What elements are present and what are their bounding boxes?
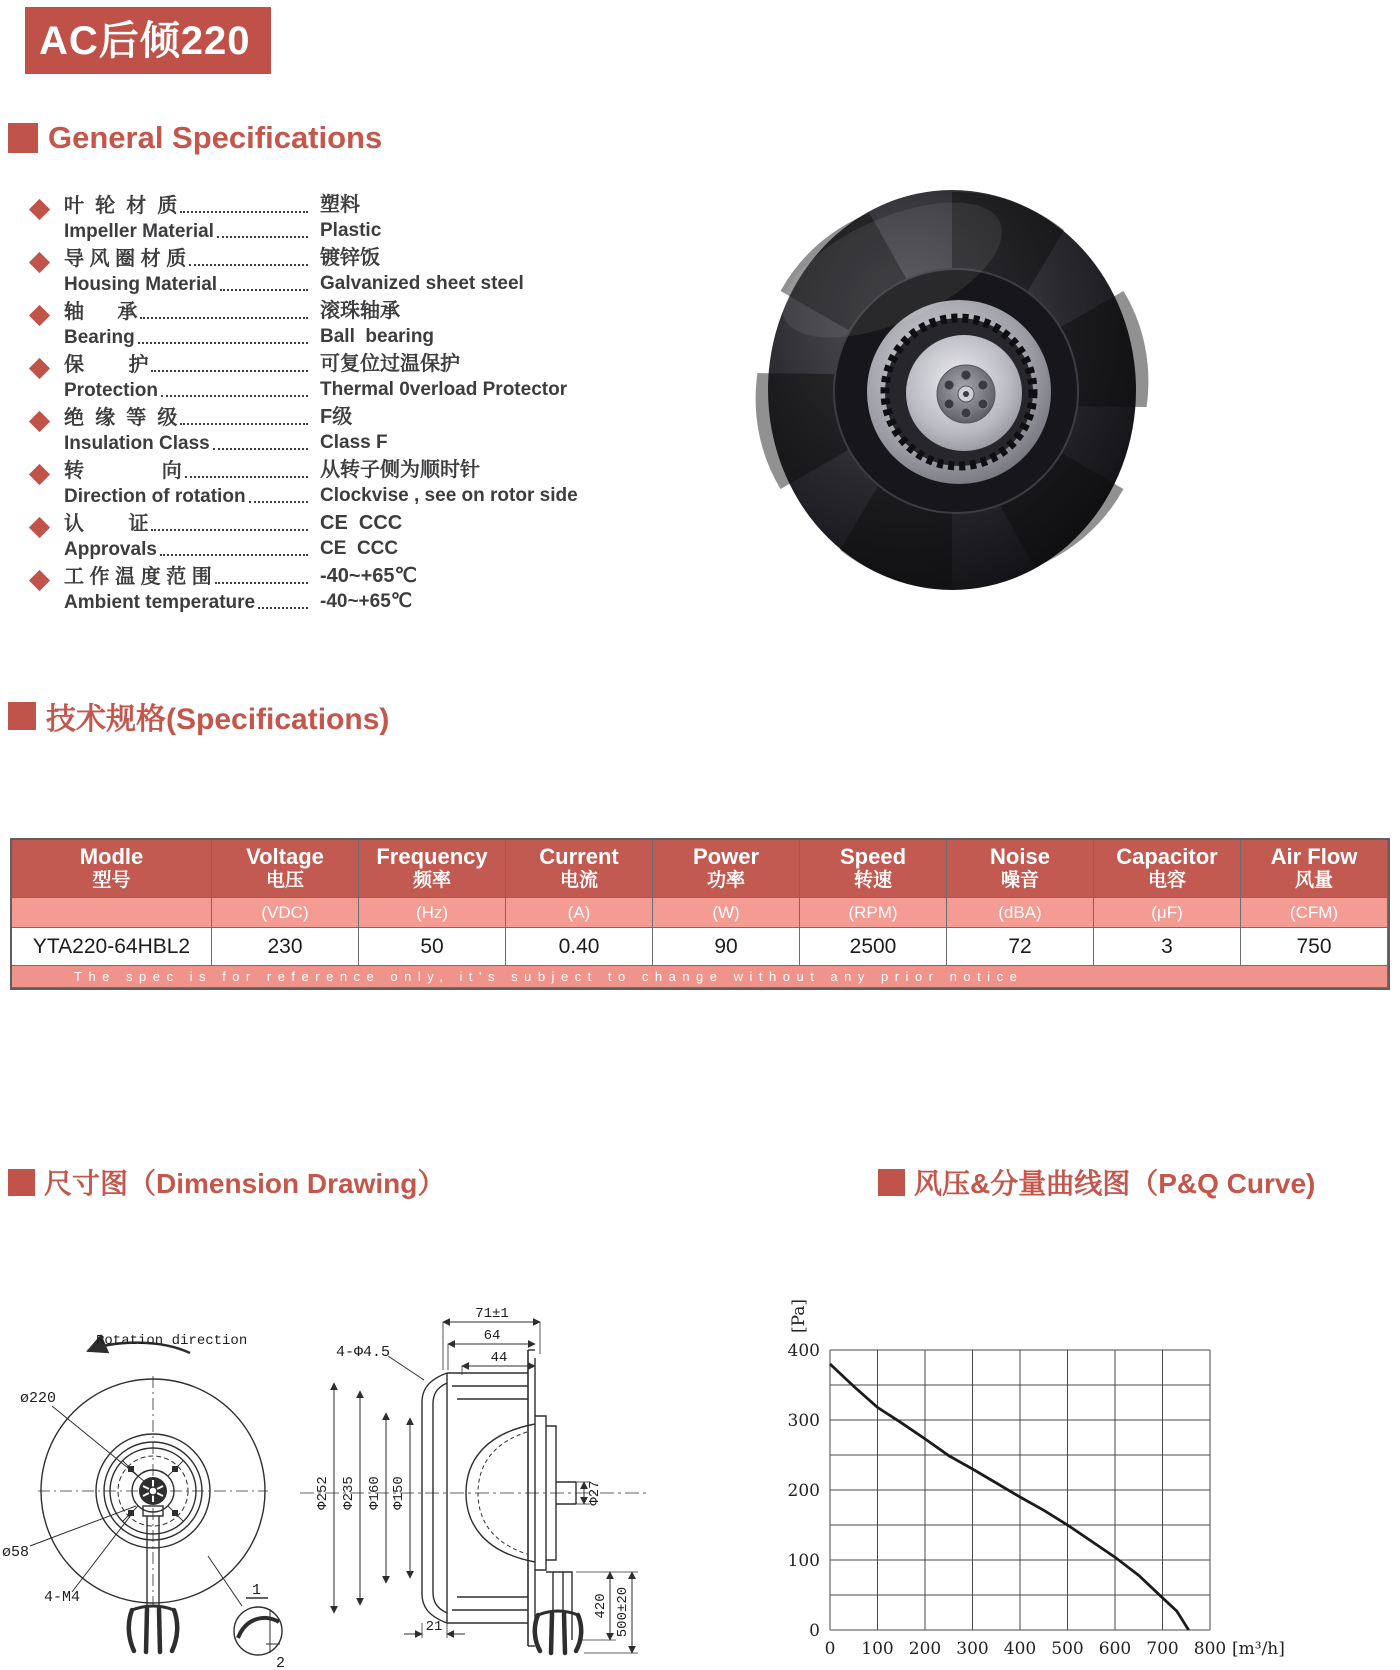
shaft-dot [963, 391, 969, 397]
section-header-general [8, 120, 382, 156]
spec-item [26, 352, 626, 402]
dim-label-d235: Φ235 [341, 1476, 357, 1510]
x-tick-label: 600 [1098, 1639, 1132, 1659]
y-tick-label: 400 [787, 1341, 820, 1361]
x-tick-label: 200 [908, 1639, 942, 1659]
x-tick-label: 500 [1051, 1639, 1084, 1659]
spec-label-en: Approvals [64, 539, 316, 561]
chart-series [830, 1364, 1189, 1630]
table-data-cell: 90 [653, 928, 800, 966]
spec-value-en: Ball bearing [320, 326, 435, 347]
page-title-badge: AC后倾220 [25, 7, 271, 74]
chart-ticks [788, 1341, 1227, 1659]
diamond-bullet-icon [29, 516, 50, 537]
section-square-icon [8, 1169, 35, 1196]
front-view [30, 1343, 282, 1655]
spec-label-en: Protection [64, 380, 316, 402]
y-tick-label: 200 [787, 1481, 820, 1501]
spec-item [26, 405, 626, 455]
spec-label-en: Ambient temperature [64, 592, 316, 614]
table-note: The spec is for reference only, it's subject to change without any prior notice [12, 966, 1388, 988]
spec-label-zh: 轴 承 [64, 295, 316, 324]
table-unit-cell: (VDC) [212, 898, 359, 928]
spec-label-zh: 叶 轮 材 质 [64, 189, 316, 218]
spec-value-en: CE CCC [320, 538, 399, 559]
spec-item [26, 246, 626, 296]
dim-label-64: 64 [483, 1328, 501, 1344]
spec-value-zh: 塑料 [320, 194, 360, 216]
spec-item [26, 299, 626, 349]
table-header-cell: Power 功率 [653, 840, 800, 898]
section-title: General Specifications [48, 120, 383, 155]
pq-curve-line [830, 1364, 1189, 1630]
section-header-dimension [8, 1162, 445, 1202]
detail-label-1: 1 [252, 1582, 262, 1599]
dim-label-holes: 4-Φ4.5 [336, 1344, 391, 1361]
dim-label-d58: ø58 [2, 1544, 30, 1561]
spec-label-zh: 认 证 [64, 507, 316, 536]
detail-label-2: 2 [276, 1655, 286, 1670]
power-cord-fork [129, 1606, 177, 1652]
power-cord-fork-side [535, 1611, 581, 1653]
spec-item [26, 193, 626, 243]
spec-value-en: Plastic [320, 220, 382, 241]
table-unit-cell: (A) [506, 898, 653, 928]
diamond-bullet-icon [29, 569, 50, 590]
table-unit-cell: (dBA) [947, 898, 1094, 928]
x-tick-label: 100 [861, 1639, 894, 1659]
diamond-bullet-icon [29, 357, 50, 378]
section-title: 技术规格(Specifications) [46, 703, 390, 736]
spec-label-zh: 保 护 [64, 348, 316, 377]
spec-value-zh: 镀锌饭 [320, 247, 380, 269]
section-header-specifications [8, 694, 389, 738]
table-unit-cell: (Hz) [359, 898, 506, 928]
spec-value-zh: CE CCC [320, 512, 403, 534]
diamond-bullet-icon [29, 410, 50, 431]
spec-label-zh: 导 风 圈 材 质 [64, 242, 316, 271]
table-header-cell: Capacitor 电容 [1094, 840, 1241, 898]
table-header-cell: Noise 噪音 [947, 840, 1094, 898]
x-tick-label: 400 [1003, 1639, 1037, 1659]
section-title: 风压&分量曲线图（P&Q Curve) [914, 1168, 1316, 1199]
dim-label-d150: Φ150 [391, 1476, 407, 1510]
spec-value-en: Clockvise , see on rotor side [320, 485, 578, 506]
dim-label-4m4: 4-M4 [44, 1589, 81, 1606]
dim-label-420: 420 [593, 1593, 609, 1619]
spec-label-zh: 绝 缘 等 级 [64, 401, 316, 430]
diamond-bullet-icon [29, 463, 50, 484]
spec-value-en: Galvanized sheet steel [320, 273, 524, 294]
table-data-cell: YTA220-64HBL2 [12, 928, 212, 966]
y-tick-label: 0 [809, 1621, 820, 1641]
table-header-cell: Voltage 电压 [212, 840, 359, 898]
spec-label-en: Housing Material [64, 274, 316, 296]
rotation-direction-label: Rotation direction [96, 1333, 248, 1349]
dim-label-21: 21 [425, 1619, 443, 1635]
table-header-cell: Frequency 频率 [359, 840, 506, 898]
table-unit-cell: (CFM) [1241, 898, 1388, 928]
spec-value-en: Thermal 0verload Protector [320, 379, 568, 400]
spec-label-en: Bearing [64, 327, 316, 349]
spec-value-zh: 可复位过温保护 [320, 353, 460, 375]
spec-item [26, 511, 626, 561]
table-header-cell: Modle 型号 [12, 840, 212, 898]
y-tick-label: 100 [787, 1551, 820, 1571]
spec-value-zh: 从转子侧为顺时针 [320, 459, 480, 481]
spec-label-en: Insulation Class [64, 433, 316, 455]
table-unit-cell: (W) [653, 898, 800, 928]
dim-label-500: 500±20 [615, 1586, 631, 1638]
table-data-cell: 230 [212, 928, 359, 966]
spec-value-en: Class F [320, 432, 388, 453]
spec-value-zh: 滚珠轴承 [320, 300, 400, 322]
table-data-cell: 72 [947, 928, 1094, 966]
section-square-icon [878, 1169, 905, 1196]
dim-label-d220: ø220 [20, 1390, 57, 1407]
table-data-cell: 50 [359, 928, 506, 966]
spec-value-zh: F级 [320, 406, 353, 428]
dimension-drawing [0, 1210, 680, 1670]
y-tick-label: 300 [787, 1411, 820, 1431]
table-header-cell: Air Flow 风量 [1241, 840, 1388, 898]
table-data-cell: 2500 [800, 928, 947, 966]
table-header-cell: Speed 转速 [800, 840, 947, 898]
spec-value-zh: -40~+65℃ [320, 565, 417, 587]
x-tick-label: 700 [1146, 1639, 1179, 1659]
centrifugal-fan-photo [752, 178, 1162, 602]
x-tick-label: 0 [824, 1639, 836, 1659]
spec-table [10, 838, 1390, 990]
dim-label-d160: Φ160 [367, 1476, 383, 1510]
dim-label-44: 44 [490, 1350, 508, 1366]
table-unit-cell [12, 898, 212, 928]
table-header-cell: Current 电流 [506, 840, 653, 898]
table-unit-cell: (RPM) [800, 898, 947, 928]
spec-label-en: Impeller Material [64, 221, 316, 243]
chart-y-axis-label: [Pa] [789, 1298, 809, 1334]
diamond-bullet-icon [29, 251, 50, 272]
dim-label-d252: Φ252 [315, 1476, 331, 1510]
pq-curve-chart [740, 1220, 1400, 1670]
section-square-icon [8, 123, 38, 153]
section-square-icon [8, 702, 36, 730]
x-tick-label: 300 [956, 1639, 989, 1659]
diamond-bullet-icon [29, 304, 50, 325]
dim-label-d27: Φ27 [587, 1480, 603, 1506]
x-tick-label: 800 [1193, 1639, 1227, 1659]
dim-label-71: 71±1 [475, 1306, 509, 1322]
chart-x-axis-label: [m³/h] [1232, 1639, 1285, 1659]
spec-label-zh: 工 作 温 度 范 围 [64, 560, 316, 589]
table-data-cell: 0.40 [506, 928, 653, 966]
section-header-pq-curve [878, 1162, 1315, 1202]
spec-label-en: Direction of rotation [64, 486, 316, 508]
spec-item [26, 458, 626, 508]
spec-item [26, 564, 626, 614]
table-data-cell: 750 [1241, 928, 1388, 966]
spec-value-en: -40~+65℃ [320, 591, 413, 612]
table-data-cell: 3 [1094, 928, 1241, 966]
section-title: 尺寸图（Dimension Drawing） [44, 1168, 446, 1199]
diamond-bullet-icon [29, 198, 50, 219]
spec-label-zh: 转 向 [64, 454, 316, 483]
table-unit-cell: (μF) [1094, 898, 1241, 928]
general-spec-list [26, 193, 626, 614]
